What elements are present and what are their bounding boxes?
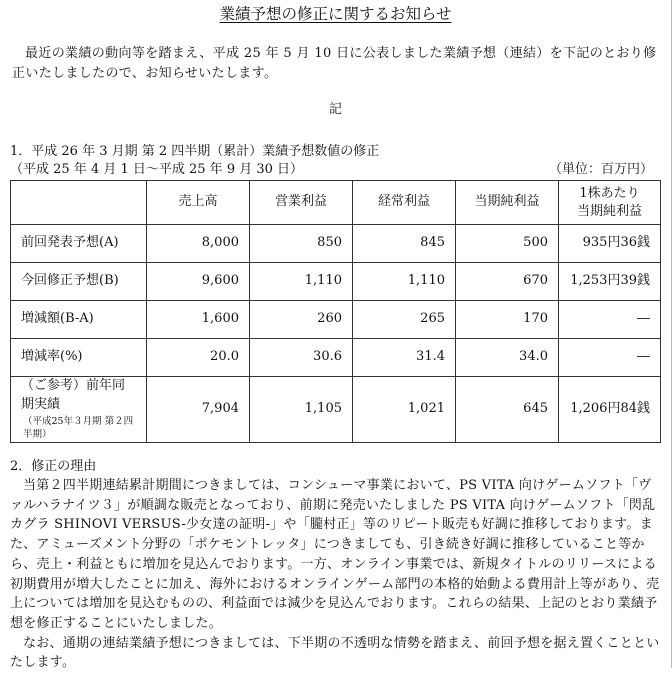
forecast-table (10, 180, 661, 443)
cell-ordinary-income: 31.4 (353, 339, 456, 377)
table-row (11, 301, 661, 339)
header-eps-line1: 1株あたり (579, 185, 640, 201)
table-row (11, 339, 661, 377)
cell-ordinary-income: 845 (353, 225, 456, 263)
cell-operating-income: 850 (250, 225, 353, 263)
header-ordinary-income: 経常利益 (353, 181, 456, 225)
row-label-sub: （平成25年３月期 第２四半期） (23, 415, 134, 441)
cell-sales: 7,904 (147, 377, 250, 443)
cell-ordinary-income: 1,021 (353, 377, 456, 443)
ki-heading: 記 (328, 102, 342, 117)
header-eps (559, 181, 661, 225)
section1-heading: 1．平成 26 年 3 月期 第 2 四半期（累計）業績予想数値の修正 (10, 144, 380, 159)
cell-net-income: 500 (456, 225, 559, 263)
row-label (11, 377, 147, 443)
cell-net-income: 670 (456, 263, 559, 301)
intro-paragraph: 最近の業績の動向等を踏まえ、平成 25 年 5 月 10 日に公表しました業績予想（連結）を下記のとおり修正いたしましたので、お知らせいたします。 (12, 46, 657, 81)
table-row (11, 377, 661, 443)
row-label: 今回修正予想(B) (11, 263, 147, 301)
header-blank (11, 181, 147, 225)
cell-eps: 1,206円84銭 (559, 377, 661, 443)
cell-net-income: 170 (456, 301, 559, 339)
cell-operating-income: 1,110 (250, 263, 353, 301)
cell-eps: ― (559, 339, 661, 377)
table-row (11, 225, 661, 263)
cell-operating-income: 1,105 (250, 377, 353, 443)
row-label: 前回発表予想(A) (11, 225, 147, 263)
cell-eps: 1,253円39銭 (559, 263, 661, 301)
cell-net-income: 34.0 (456, 339, 559, 377)
cell-eps: 935円36銭 (559, 225, 661, 263)
row-label: 増減額(B-A) (11, 301, 147, 339)
cell-net-income: 645 (456, 377, 559, 443)
table-header-row (11, 181, 661, 225)
header-net-income: 当期純利益 (456, 181, 559, 225)
cell-ordinary-income: 1,110 (353, 263, 456, 301)
document-title: 業績予想の修正に関するお知らせ (219, 5, 452, 23)
outlook-paragraph: なお、通期の連結業績予想につきましては、下半期の不透明な情勢を踏まえ、前回予想を据え置くことといたします。 (10, 635, 660, 671)
cell-operating-income: 260 (250, 301, 353, 339)
header-eps-line2: 当期純利益 (576, 203, 642, 219)
cell-eps: ― (559, 301, 661, 339)
row-label: 増減率(%) (11, 339, 147, 377)
cell-sales: 9,600 (147, 263, 250, 301)
reason-body (10, 476, 664, 673)
reason-paragraph: 当第２四半期連結累計期間につきましては、コンシューマ事業において、PS VITA 向けゲームソフト「ヴァルハラナイツ３」が順調な販売となっており、前期に発売いたしました PS VITA 向けゲームソフト「閃乱カグラ SHINOVI VERSUS-少女達の証明-」や「朧村正」等のリピート販売も好調に推移しております。また、アミューズメント分野の「ポケモントレッタ」につきましても、引き続き好調に推移していること等から、売上・利益ともに増加を見込んでおります。一方、オンライン事業では、新規タイトルのリリースによる初期費用が増大したことに加え、海外におけるオンラインゲーム部門の本格的始動よる費用計上等があり、売上については増加を見込むものの、利益面では減少を見込んでおります。これらの結果、上記のとおり業績予想を修正することにいたしました。 (10, 478, 660, 631)
cell-sales: 8,000 (147, 225, 250, 263)
header-operating-income: 営業利益 (250, 181, 353, 225)
unit-label: （単位：百万円） (548, 162, 653, 177)
header-sales: 売上高 (147, 181, 250, 225)
section2-heading: 2．修正の理由 (10, 459, 97, 474)
cell-operating-income: 30.6 (250, 339, 353, 377)
cell-ordinary-income: 265 (353, 301, 456, 339)
cell-sales: 1,600 (147, 301, 250, 339)
row-label-main: （ご参考）前年同期実績 (21, 378, 126, 412)
table-row (11, 263, 661, 301)
period-label: （平成 25 年 4 月 1 日～平成 25 年 9 月 30 日） (10, 162, 304, 177)
cell-sales: 20.0 (147, 339, 250, 377)
